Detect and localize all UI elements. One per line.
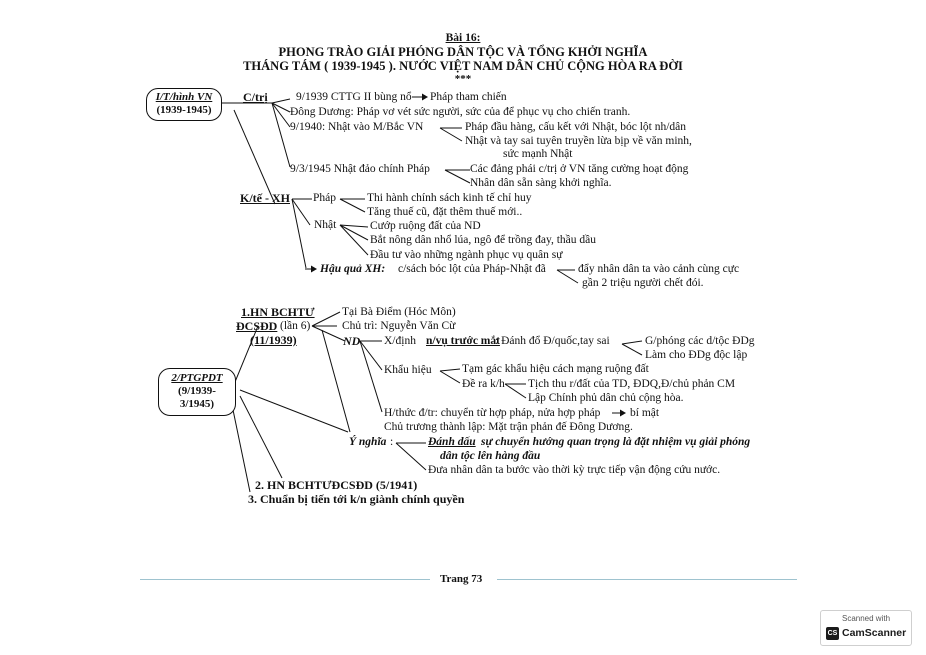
hn1-xd-text: : Đánh đổ Đ/quốc,tay sai <box>495 335 610 347</box>
ctri-item1: 9/1939 CTTG II bùng nổ <box>296 91 412 103</box>
hn1-xd-result1: G/phóng các d/tộc ĐDg <box>645 335 755 347</box>
watermark-name: CamScanner <box>842 627 907 639</box>
kte-phap-sub1: Thi hành chính sách kinh tế chỉ huy <box>367 192 532 204</box>
kte-phap-sub2: Tăng thuế cũ, đặt thêm thuế mới.. <box>367 206 523 218</box>
item3-title: 3. Chuẩn bị tiến tới k/n giành chính quyền <box>248 492 465 506</box>
hn1-kh-sub1: Tạm gác khẩu hiệu cách mạng ruộng đất <box>462 363 649 375</box>
hn1-xd-result2: Làm cho ĐDg độc lập <box>645 349 748 361</box>
hn1-date: (11/1939) <box>250 333 297 347</box>
footer-rule-right <box>497 579 797 580</box>
ctri-item4-sub1: Các đảng phái c/trị ở VN tăng cường hoạt động <box>470 163 689 175</box>
kte-label: K/tế - XH <box>240 191 290 205</box>
hauqua-result2: gần 2 triệu người chết đói. <box>582 277 704 289</box>
hn1-kh-sub2b: Lập Chính phủ dân chủ cộng hòa. <box>528 392 684 404</box>
hn1-yn-key: Đánh dấu <box>428 436 476 448</box>
kte-nhat-sub2: Bắt nông dân nhổ lúa, ngô để trồng đay, thầu dầu <box>370 234 597 246</box>
ctri-item3-sub1: Pháp đầu hàng, cấu kết với Nhật, bóc lột nh/dân <box>465 121 687 133</box>
hauqua-text: c/sách bóc lột của Pháp-Nhật đã <box>398 263 546 275</box>
hn1-kh-sub2a: Tịch thu r/đất của TD, ĐDQ,Đ/chủ phản CM <box>528 378 736 390</box>
title-stars: *** <box>454 73 472 85</box>
hn1-yn-text1: sự chuyển hướng quan trọng là đặt nhiệm vụ giải phóng <box>481 436 751 448</box>
camscanner-logo-icon: CS <box>826 627 839 640</box>
hn1-place: Tại Bà Điểm (Hóc Môn) <box>342 306 456 318</box>
ctri-item3-sub2b: sức mạnh Nhật <box>503 148 573 160</box>
hn1-title1: 1.HN BCHTƯ <box>241 305 315 319</box>
hn1-htdt-result: bí mật <box>630 407 660 419</box>
hn1-kh-sub2: Đề ra k/h <box>462 378 505 390</box>
footer-rule-left <box>140 579 430 580</box>
hn1-khauhieu: Khẩu hiệu <box>384 364 432 376</box>
hn1-yn-text2: dân tộc lên hàng đầu <box>440 450 541 462</box>
page-number: Trang 73 <box>440 573 483 585</box>
kte-nhat-sub3: Đầu tư vào những ngành phục vụ quân sự <box>370 249 563 261</box>
ctri-item4: 9/3/1945 Nhật đảo chính Pháp <box>290 163 430 175</box>
ctri-item3-sub2: Nhật và tay sai tuyên truyền lừa bịp về văn minh, <box>465 135 692 147</box>
lesson-label: Bài 16: <box>445 32 481 44</box>
ctri-item2: Đông Dương: Pháp vơ vét sức người, sức của để phục vụ cho chiến tranh. <box>290 106 631 118</box>
hn1-yn-text3: Đưa nhân dân ta bước vào thời kỳ trực tiếp vận động cứu nước. <box>428 464 721 476</box>
camscanner-watermark <box>820 610 912 646</box>
hn1-xd-key: n/vụ trước mắt <box>426 335 500 347</box>
hn1-htdt: H/thức đ/tr: chuyển từ hợp pháp, nửa hợp pháp <box>384 407 601 419</box>
hauqua-result1: đẩy nhân dân ta vào cảnh cùng cực <box>578 263 740 275</box>
section2-box-line3: 3/1945) <box>179 398 215 410</box>
hn1-title2b: (lần 6) <box>280 320 311 332</box>
title-line-1: PHONG TRÀO GIẢI PHÓNG DÂN TỘC VÀ TỔNG KHỞI NGHĨA <box>278 45 648 59</box>
kte-nhat-sub1: Cướp ruộng đất của ND <box>370 220 481 232</box>
section2-box-line1: 2/PTGPDT <box>171 372 223 384</box>
ctri-item1-result: Pháp tham chiến <box>430 91 507 103</box>
hn1-yn-colon: : <box>390 436 394 448</box>
hn1-chair: Chủ trì: Nguyễn Văn Cừ <box>342 320 456 332</box>
watermark-top-text: Scanned with <box>841 614 891 623</box>
hn1-nd: ND <box>343 334 361 348</box>
hn1-title2: ĐCSĐD <box>236 319 278 333</box>
ctri-label: C/trị <box>243 90 268 104</box>
section1-box-line1: I/T/hình VN <box>155 91 213 103</box>
ctri-item4-sub2: Nhân dân sẵn sàng khởi nghĩa. <box>470 177 612 189</box>
hauqua-label: Hậu quả XH: <box>320 263 386 275</box>
kte-phap: Pháp <box>313 192 336 204</box>
hn1-xd-prefix: X/định <box>384 335 416 347</box>
kte-nhat: Nhật <box>314 219 337 231</box>
section2-box-line2: (9/1939- <box>178 385 216 397</box>
title-line-2: THÁNG TÁM ( 1939-1945 ). NƯỚC VIỆT NAM DÂN CHỦ CỘNG HÒA RA ĐỜI <box>243 59 683 73</box>
hn2-title: 2. HN BCHTƯĐCSĐD (5/1941) <box>255 478 418 492</box>
section1-box <box>146 88 222 121</box>
section1-box-line2: (1939-1945) <box>156 104 212 116</box>
hn1-ctl: Chủ trương thành lập: Mặt trận phản đế Đông Dương. <box>384 421 633 433</box>
section2-box <box>158 368 236 416</box>
hn1-ynghia: Ý nghĩa <box>349 436 387 448</box>
ctri-item3: 9/1940: Nhật vào M/Bắc VN <box>290 121 424 133</box>
